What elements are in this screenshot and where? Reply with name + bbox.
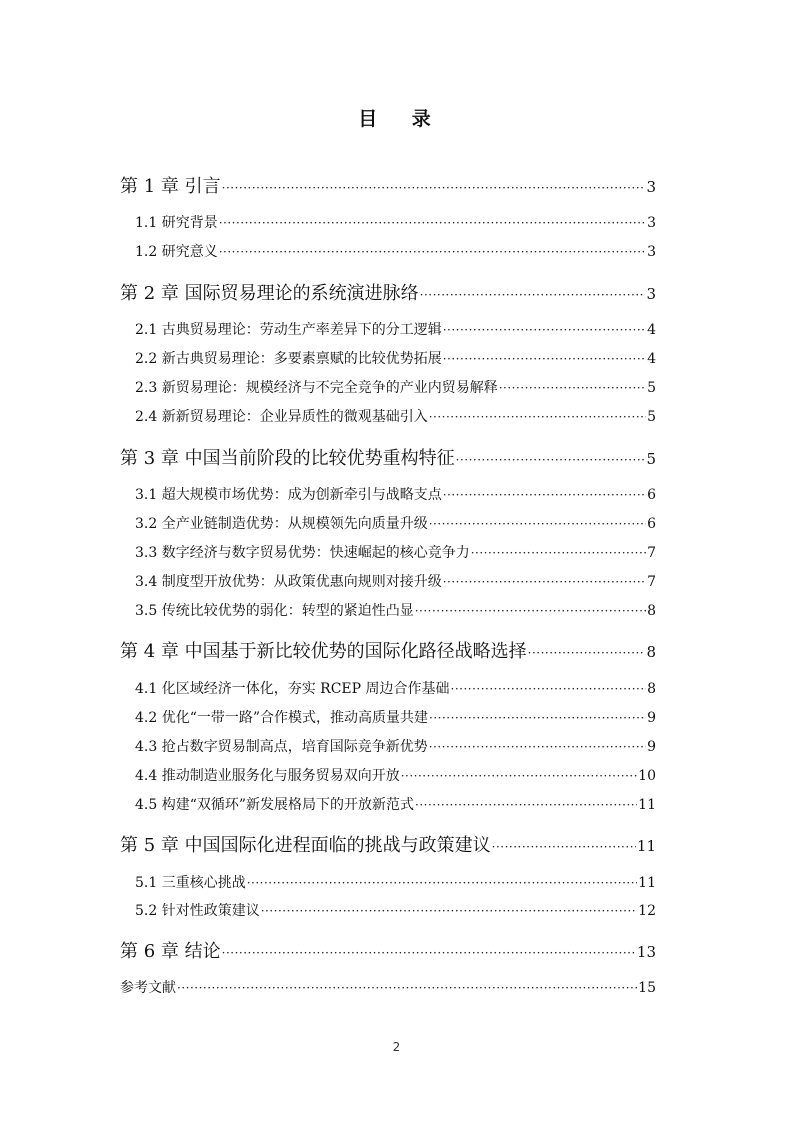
leader-dots <box>499 381 646 395</box>
entry-page: 13 <box>636 943 656 961</box>
toc-entry-5-1[interactable] <box>135 872 656 892</box>
entry-label: 第 1 章 引言 <box>120 176 221 197</box>
entry-page: 3 <box>647 215 656 231</box>
toc-entry-3-5[interactable] <box>135 600 656 620</box>
entry-label: 4.4 推动制造业服务化与服务贸易双向开放 <box>135 768 400 784</box>
toc-entry-2-1[interactable] <box>135 319 656 339</box>
toc-entry-chapter-4[interactable] <box>120 637 656 663</box>
entry-page: 5 <box>647 380 656 396</box>
leader-dots <box>261 904 637 918</box>
toc-entry-4-1[interactable] <box>135 678 656 698</box>
toc-entry-chapter-5[interactable] <box>120 831 656 857</box>
leader-dots <box>219 245 646 259</box>
entry-page: 7 <box>647 574 656 590</box>
entry-label: 2.1 古典贸易理论：劳动生产率差异下的分工逻辑 <box>135 322 442 338</box>
toc-entry-chapter-2[interactable] <box>120 279 656 305</box>
entry-label: 2.2 新古典贸易理论：多要素禀赋的比较优势拓展 <box>135 351 442 367</box>
leader-dots <box>177 981 637 995</box>
toc-entry-chapter-6[interactable] <box>120 937 656 963</box>
entry-page: 8 <box>647 603 656 619</box>
toc-entry-chapter-1[interactable] <box>120 172 656 198</box>
leader-dots <box>219 216 646 230</box>
toc-entry-4-3[interactable] <box>135 736 656 756</box>
entry-page: 8 <box>646 643 656 661</box>
leader-dots <box>528 646 646 660</box>
toc-entry-references[interactable] <box>120 977 656 997</box>
entry-page: 11 <box>638 797 656 813</box>
leader-dots <box>429 740 646 754</box>
leader-dots <box>471 546 646 560</box>
entry-label: 3.5 传统比较优势的弱化：转型的紧迫性凸显 <box>135 603 414 619</box>
toc-entry-1-1[interactable] <box>135 212 656 232</box>
toc-entry-3-4[interactable] <box>135 571 656 591</box>
toc-entry-2-4[interactable] <box>135 406 656 426</box>
toc-entry-chapter-3[interactable] <box>120 444 656 470</box>
toc-entry-2-2[interactable] <box>135 348 656 368</box>
entry-label: 4.2 优化“一带一路”合作模式，推动高质量共建 <box>135 710 429 726</box>
leader-dots <box>443 488 646 502</box>
leader-dots <box>429 517 646 531</box>
leader-dots <box>429 711 646 725</box>
entry-page: 5 <box>647 409 656 425</box>
leader-dots <box>415 604 646 618</box>
entry-label: 1.2 研究意义 <box>135 244 218 260</box>
leader-dots <box>222 181 646 195</box>
leader-dots <box>401 769 637 783</box>
entry-label: 2.4 新新贸易理论：企业异质性的微观基础引入 <box>135 409 428 425</box>
toc-entry-4-5[interactable] <box>135 794 656 814</box>
page-number: 2 <box>392 1040 401 1054</box>
entry-page: 10 <box>638 768 656 784</box>
entry-label: 3.4 制度型开放优势：从政策优惠向规则对接升级 <box>135 574 442 590</box>
entry-label: 第 3 章 中国当前阶段的比较优势重构特征 <box>120 448 455 469</box>
leader-dots <box>443 352 646 366</box>
leader-dots <box>443 575 646 589</box>
entry-page: 15 <box>638 980 656 996</box>
leader-dots <box>429 410 646 424</box>
leader-dots <box>456 453 646 467</box>
entry-page: 7 <box>647 545 656 561</box>
leader-dots <box>247 876 637 890</box>
entry-label: 第 2 章 国际贸易理论的系统演进脉络 <box>120 283 419 304</box>
entry-page: 11 <box>636 837 656 855</box>
toc-entry-5-2[interactable] <box>135 900 656 920</box>
leader-dots <box>492 840 636 854</box>
entry-page: 11 <box>638 875 656 891</box>
entry-page: 6 <box>647 516 656 532</box>
toc-entry-4-4[interactable] <box>135 765 656 785</box>
entry-page: 5 <box>646 450 656 468</box>
toc-entry-2-3[interactable] <box>135 377 656 397</box>
entry-label: 参考文献 <box>120 980 176 996</box>
toc-entry-4-2[interactable] <box>135 707 656 727</box>
entry-page: 3 <box>646 285 656 303</box>
entry-page: 8 <box>647 681 656 697</box>
entry-label: 4.3 抢占数字贸易制高点，培育国际竞争新优势 <box>135 739 428 755</box>
toc-entry-3-2[interactable] <box>135 513 656 533</box>
entry-label: 第 6 章 结论 <box>120 941 221 962</box>
entry-page: 6 <box>647 487 656 503</box>
entry-label: 4.5 构建“双循环”新发展格局下的开放新范式 <box>135 797 415 813</box>
entry-label: 3.3 数字经济与数字贸易优势：快速崛起的核心竞争力 <box>135 545 470 561</box>
toc-entry-3-3[interactable] <box>135 542 656 562</box>
entry-page: 9 <box>647 739 656 755</box>
entry-label: 3.2 全产业链制造优势：从规模领先向质量升级 <box>135 516 428 532</box>
entry-label: 2.3 新贸易理论：规模经济与不完全竞争的产业内贸易解释 <box>135 380 498 396</box>
entry-page: 4 <box>647 351 656 367</box>
entry-label: 5.1 三重核心挑战 <box>135 875 246 891</box>
entry-label: 第 5 章 中国国际化进程面临的挑战与政策建议 <box>120 835 491 856</box>
leader-dots <box>222 946 636 960</box>
leader-dots <box>420 288 646 302</box>
entry-label: 1.1 研究背景 <box>135 215 218 231</box>
entry-page: 12 <box>638 903 656 919</box>
entry-page: 3 <box>646 178 656 196</box>
entry-page: 9 <box>647 710 656 726</box>
entry-page: 4 <box>647 322 656 338</box>
entry-label: 4.1 化区域经济一体化，夯实 RCEP 周边合作基础 <box>135 681 450 697</box>
toc-entry-1-2[interactable] <box>135 241 656 261</box>
entry-label: 3.1 超大规模市场优势：成为创新牵引与战略支点 <box>135 487 442 503</box>
leader-dots <box>443 323 646 337</box>
leader-dots <box>451 682 647 696</box>
toc-title: 目 录 <box>358 108 445 130</box>
toc-entry-3-1[interactable] <box>135 484 656 504</box>
entry-page: 3 <box>647 244 656 260</box>
entry-label: 5.2 针对性政策建议 <box>135 903 260 919</box>
leader-dots <box>415 798 637 812</box>
entry-label: 第 4 章 中国基于新比较优势的国际化路径战略选择 <box>120 641 527 662</box>
